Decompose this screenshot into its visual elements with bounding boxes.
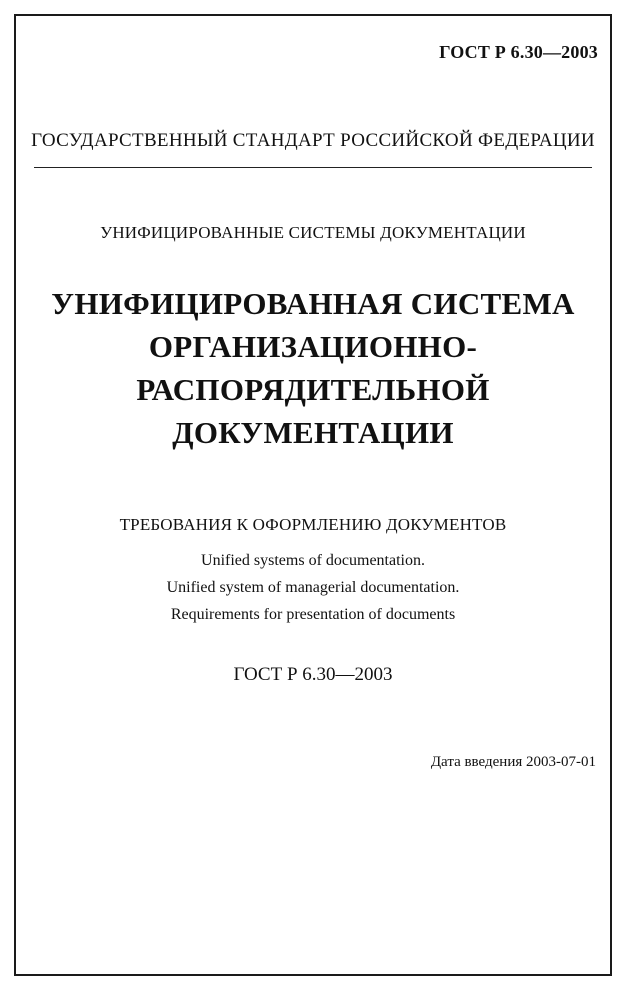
english-title-line: Unified systems of documentation.: [201, 552, 425, 569]
title-line: ОРГАНИЗАЦИОННО-: [148, 329, 478, 364]
english-title: [16, 547, 610, 628]
horizontal-divider: [34, 167, 592, 168]
title-line: РАСПОРЯДИТЕЛЬНОЙ: [136, 372, 490, 407]
document-page: [14, 14, 612, 976]
standard-code-top: ГОСТ Р 6.30—2003: [439, 42, 598, 62]
title-line: УНИФИЦИРОВАННАЯ СИСТЕМА: [51, 286, 575, 321]
main-title: [16, 282, 610, 454]
english-title-line: Unified system of managerial documentation.: [166, 579, 460, 596]
introduction-date: Дата введения 2003-07-01: [430, 754, 596, 770]
series-heading: УНИФИЦИРОВАННЫЕ СИСТЕМЫ ДОКУМЕНТАЦИИ: [100, 223, 526, 242]
english-title-line: Requirements for presentation of documents: [170, 606, 456, 623]
state-standard-heading: ГОСУДАРСТВЕННЫЙ СТАНДАРТ РОССИЙСКОЙ ФЕДЕРАЦИИ: [31, 130, 595, 151]
standard-code-mid: ГОСТ Р 6.30—2003: [233, 664, 393, 685]
title-line: ДОКУМЕНТАЦИИ: [172, 415, 454, 450]
subtitle: ТРЕБОВАНИЯ К ОФОРМЛЕНИЮ ДОКУМЕНТОВ: [119, 515, 507, 534]
